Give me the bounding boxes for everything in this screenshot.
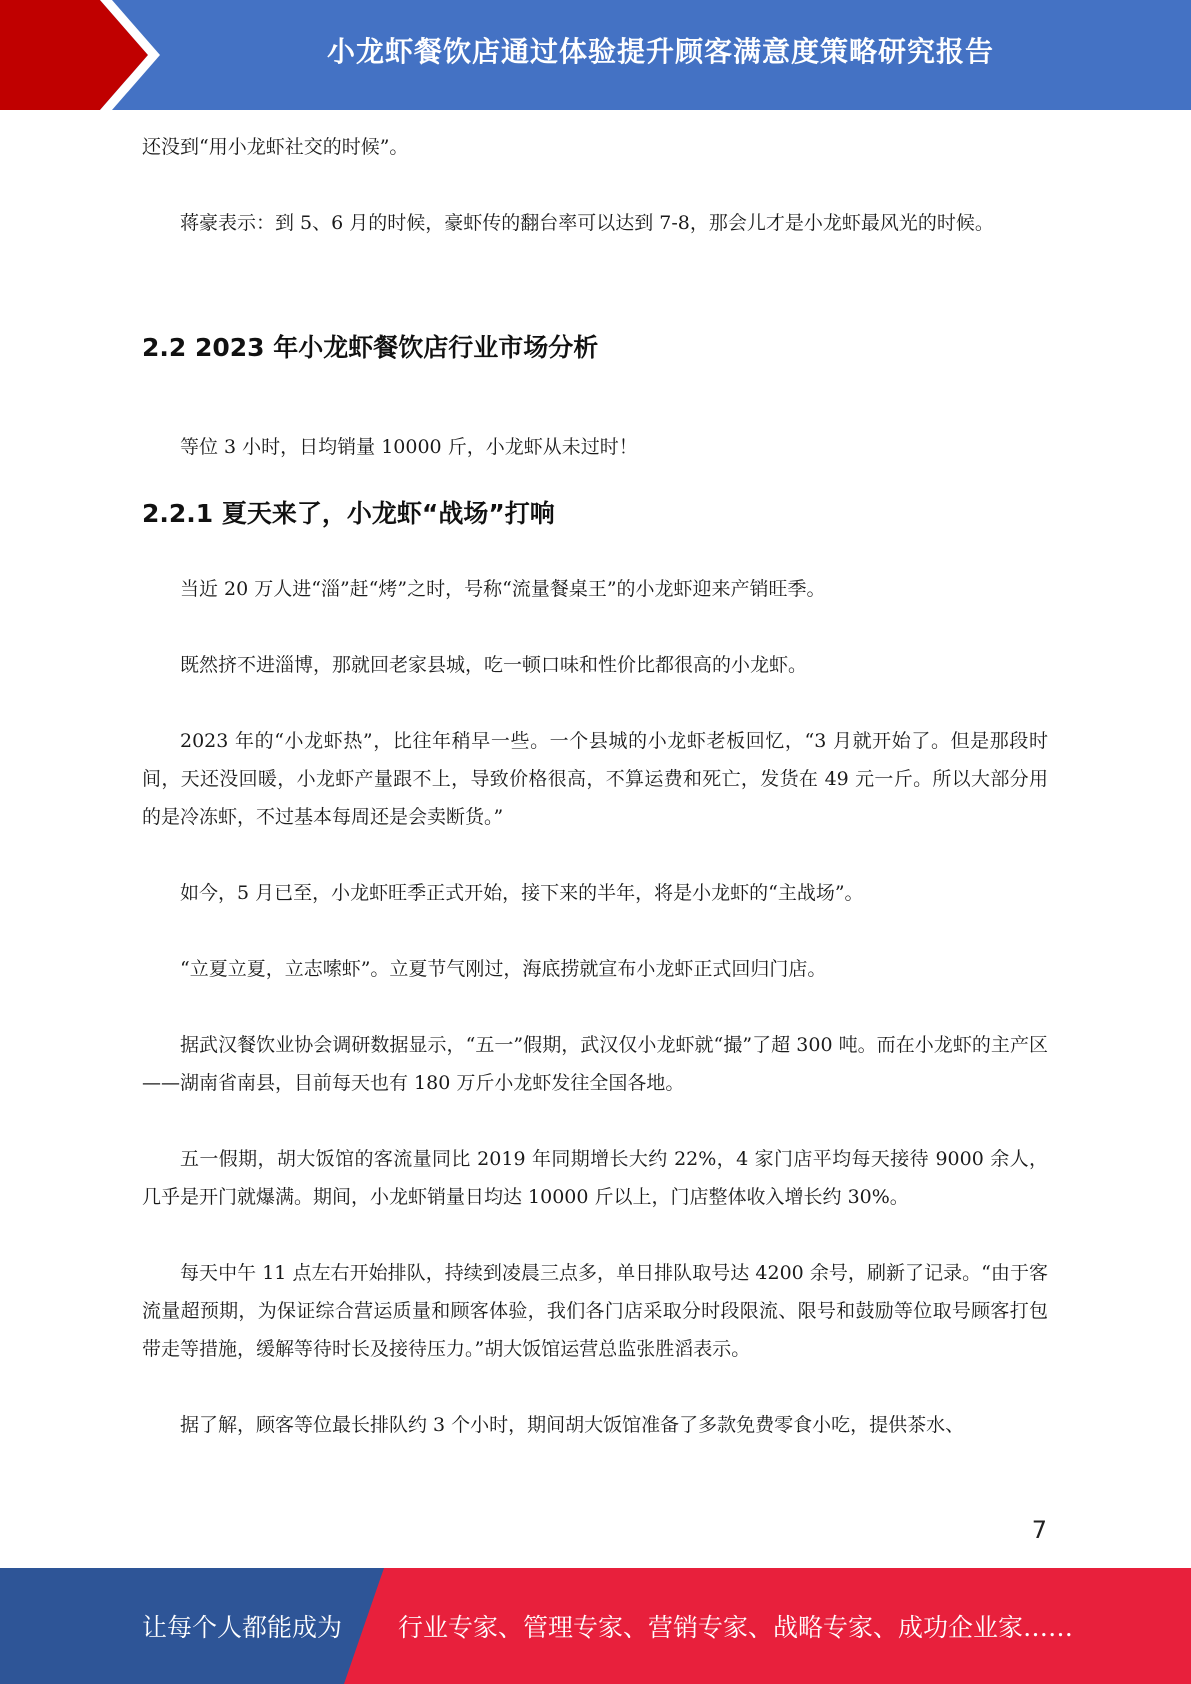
paragraph: 据了解，顾客等位最长排队约 3 个小时，期间胡大饭馆准备了多款免费零食小吃，提供茶水、	[180, 1414, 965, 1436]
page-footer	[0, 1568, 1191, 1684]
paragraph: 既然挤不进淄博，那就回老家县城，吃一顿口味和性价比都很高的小龙虾。	[180, 654, 808, 676]
paragraph: 当近 20 万人进“淄”赶“烤”之时，号称“流量餐桌王”的小龙虾迎来产销旺季。	[180, 578, 826, 600]
section-heading: 2.2 2023 年小龙虾餐饮店行业市场分析	[142, 333, 599, 362]
header-title: 小龙虾餐饮店通过体验提升顾客满意度策略研究报告	[326, 35, 994, 68]
footer-slogan-right: 行业专家、管理专家、营销专家、战略专家、成功企业家……	[398, 1613, 1074, 1642]
paragraph: 每天中午 11 点左右开始排队，持续到凌晨三点多，单日排队取号达 4200 余号，刷新了记录。“由于客流量超预期，为保证综合营运质量和顾客体验，我们各门店采取分时段限流、限号和鼓励等位取号顾客打包带走等措施，缓解等待时长及接待压力。”胡大饭馆运营总监张胜滔表示。	[142, 1262, 1048, 1360]
paragraph: 2023 年的“小龙虾热”，比往年稍早一些。一个县城的小龙虾老板回忆，“3 月就开始了。但是那段时间，天还没回暖，小龙虾产量跟不上，导致价格很高，不算运费和死亡，发货在 49 元一斤。所以大部分用的是冷冻虾，不过基本每周还是会卖断货。”	[142, 730, 1048, 828]
footer-slogan-left: 让每个人都能成为	[142, 1613, 343, 1642]
paragraph: 如今，5 月已至，小龙虾旺季正式开始，接下来的半年，将是小龙虾的“主战场”。	[180, 882, 864, 904]
paragraph: 蒋豪表示：到 5、6 月的时候，豪虾传的翻台率可以达到 7-8，那会儿才是小龙虾最风光的时候。	[180, 212, 994, 234]
subsection-heading: 2.2.1 夏天来了，小龙虾“战场”打响	[142, 499, 555, 528]
paragraph: “立夏立夏，立志嗦虾”。立夏节气刚过，海底捞就宣布小龙虾正式回归门店。	[180, 958, 827, 980]
paragraph: 等位 3 小时，日均销量 10000 斤，小龙虾从未过时！	[180, 436, 638, 458]
paragraph: 据武汉餐饮业协会调研数据显示，“五一”假期，武汉仅小龙虾就“撮”了超 300 吨。而在小龙虾的主产区——湖南省南县，目前每天也有 180 万斤小龙虾发往全国各地。	[142, 1034, 1048, 1094]
paragraph: 五一假期，胡大饭馆的客流量同比 2019 年同期增长大约 22%，4 家门店平均每天接待 9000 余人，几乎是开门就爆满。期间，小龙虾销量日均达 10000 斤以上，门店整体收入增长约 30%。	[142, 1148, 1048, 1208]
page-header	[0, 0, 1191, 110]
paragraph: 还没到“用小龙虾社交的时候”。	[142, 136, 409, 158]
page-content	[142, 128, 1048, 1444]
page-number: 7	[1031, 1516, 1047, 1544]
